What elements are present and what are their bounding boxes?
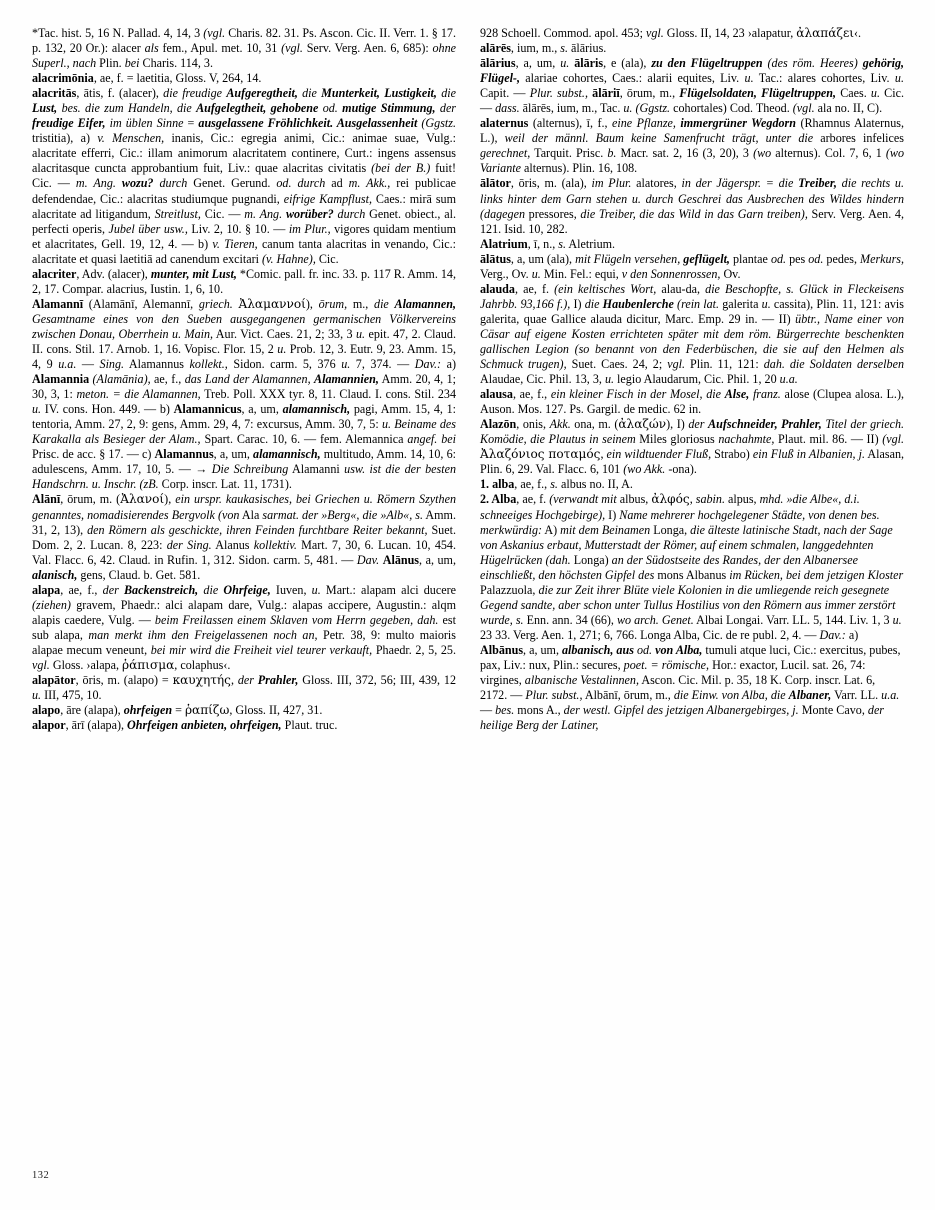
dictionary-entry: alacriter, Adv. (alacer), munter, mit Lust, *Comic. pall. fr. inc. 33. p. 117 R. Amm. 14, 2, 17. Compar. alacrius, Iustin. 1, 6, 10. <box>32 266 456 296</box>
page-number: 132 <box>32 1170 50 1181</box>
dictionary-entry: alacrimōnia, ae, f. = laetitia, Gloss. V, 264, 14. <box>32 71 262 86</box>
dictionary-entry: ālātus, a, um (ala), mit Flügeln versehen, geflügelt, plantae od. pes od. pedes, Merkurs, Verg., Ov. u. Min. Fel.: equi, v den Sonnenrossen, Ov. <box>480 251 904 281</box>
dictionary-entry: alapor, ārī (alapa), Ohrfeigen anbieten, ohrfeigen, Plaut. truc. <box>32 718 338 733</box>
dictionary-entry: ālātor, ōris, m. (ala), im Plur. alatores, in der Jägerspr. = die Treiber, die rechts u. links hinter dem Garn stehen u. durch Geschrei das Ausbrechen des Wildes hindern (dagegen pressores, die Treiber, die das Wild in das Garn treiben), Serv. Verg. Aen. 4, 121. Isid. 10, 282. <box>480 176 905 236</box>
left-column <box>32 26 456 1156</box>
dictionary-entry: alacritās, ātis, f. (alacer), die freudige Aufgeregtheit, die Munterkeit, Lustigkeit, die Lust, bes. die zum Handeln, die Aufgelegtheit, gehobene od. mutige Stimmung, der freudige Eifer, im üblen Sinne = ausgelassene Fröhlichkeit. Ausgelassenheit (Ggstz. tristitia), a) v. Menschen, inanis, Cic.: egregia animi, Cic.: animae suae, Vulg.: alacritate efferri, Cic.: illam animorum alacritatem continere, Curt.: ingens assensus alacritasque cuncta approbantium fuit, Liv.: quae alacritas civitatis (bei der B.) fuit! Cic. — m. Ang. wozu? durch Genet. Gerund. od. durch ad m. Akk., rei publicae defendendae, Cic.: alacritas studiumque pugnandi, eifrige Kampflust, Caes.: mirā sum alacritate ad litigandum, Streitlust, Cic. — m. Ang. worüber? durch Genet. obiect., al. perfecti operis, Jubel über usw., Liv. 2, 10. § 10. — im Plur., vigores quidam mentium et alacritates, Gell. 19, 12, 4. — b) v. Tieren, canum tanta alacritas in venando, Cic.: alacritate et quasi laetitiā ad canendum excitari (v. Hahne), Cic. <box>32 86 457 266</box>
dictionary-entry: 1. alba, ae, f., s. albus no. II, A. <box>480 477 633 492</box>
dictionary-entry: alapa, ae, f., der Backenstreich, die Ohrfeige, Iuven, u. Mart.: alapam alci ducere (ziehen) gravem, Phaedr.: alci alapam dare, Vulg.: alapas accipere, Augustin.: alqm alapis caedere, Vulg. — beim Freilassen einem Sklaven vom Herrn gegeben, dah. est sub alapa, man merkt ihm den Freigelassenen noch an, Petr. 38, 9: multo maioris alapae mecum veneunt, bei mir wird die Freiheit viel teurer verkauft, Phaedr. 2, 5, 25. vgl. Gloss. ›alapa, ῥάπισμα, colaphus‹. <box>32 582 456 672</box>
dictionary-entry: alārēs, ium, m., s. ālārius. <box>480 41 607 56</box>
dictionary-entry: Alatrium, ī, n., s. Aletrium. <box>480 236 616 251</box>
right-column <box>480 26 904 1156</box>
dictionary-entry: Alamannī (Alamānī, Alemannī, griech. Ἀλαμαννοί), ōrum, m., die Alamannen, Gesamtname eines von den Sueben ausgegangenen germanischen Völkervereins zwischen Donau, Oberrhein u. Main, Aur. Vict. Caes. 21, 2; 33, 3 u. epit. 47, 2. Claud. II. cons. Stil. 17. Arnob. 1, 16. Vopisc. Flor. 15, 2 u. Prob. 12, 3. Eutr. 9, 23. Amm. 15, 4, 9 u.a. — Sing. Alamannus kollekt., Sidon. carm. 5, 376 u. 7, 374. — Dav.: a) Alamannia (Alamānia), ae, f., das Land der Alamannen, Alamannien, Amm. 20, 4, 1; 30, 3, 1: meton. = die Alamannen, Treb. Poll. XXX tyr. 8, 11. Claud. I. cons. Stil. 234 u. IV. cons. Hon. 449. — b) Alamannicus, a, um, alamannisch, pagi, Amm. 15, 4, 1: tentoria, Amm. 27, 2, 9: gens, Amm. 29, 4, 7: excursus, Amm. 30, 7, 5: u. Beiname des Karakalla als Besieger der Alam., Spart. Carac. 10, 6. — fem. Alemannica angef. bei Prisc. de acc. § 17. — c) Alamannus, a, um, alamannisch, multitudo, Amm. 14, 10, 6: adulescens, Amm. 17, 10, 5. — → Die Schreibung Alamanni usw. ist die der besten Handschrn. u. Inschr. (zB. Corp. inscr. Lat. 11, 1731). <box>32 296 457 492</box>
dictionary-entry: 2. Alba, ae, f. (verwandt mit albus, ἀλφός, sabin. alpus, mhd. »die Albe«, d.i. schneeiges Hochgebirge), I) Name mehrerer hochgelegener Städte, von denen bes. merkwürdig: A) mit dem Beinamen Longa, die älteste latinische Stadt, nach der Sage von Askanius erbaut, Mutterstadt der Römer, auf einem schmalen, langgedehnten Hügelrücken (dah. Longa) an der Südostseite des Randes, der den Albanersee einschließt, den höchsten Gipfel des mons Albanus im Rücken, bei dem jetzigen Kloster Palazzuola, die zur Zeit ihrer Blüte viele Kolonien in die umliegende reich gesegnete Gegend sandte, aber schon unter Tullus Hostilius von den Römern aus immer zerstört wurde, s. Enn. ann. 34 (66), wo arch. Genet. Albai Longai. Varr. LL. 5, 144. Liv. 1, 3 u. 23 33. Verg. Aen. 1, 271; 6, 766. Longa Alba, Cic. de re publ. 2, 4. — Dav.: a) Albānus, a, um, albanisch, aus od. von Alba, tumuli atque luci, Cic.: exercitus, pubes, pax, Liv.: nux, Plin.: secures, poet. = römische, Hor.: exactor, Lucil. sat. 26, 74: virgines, albanische Vestalinnen, Ascon. Cic. Mil. p. 35, 18 K. Corp. inscr. Lat. 6, 2172. — Plur. subst., Albānī, ōrum, m., die Einw. von Alba, die Albaner, Varr. LL. u.a. — bes. mons A., der westl. Gipfel des jetzigen Albanergebirges, j. Monte Cavo, der heilige Berg der Latiner, <box>480 492 904 733</box>
dictionary-entry: alapātor, ōris, m. (alapo) = καυχητής, der Prahler, Gloss. III, 372, 56; III, 439, 12 u. III, 475, 10. <box>32 673 456 703</box>
dictionary-entry: alaternus (alternus), ī, f., eine Pflanze, immergrüner Wegdorn (Rhamnus Alaternus, L.), weil der männl. Baum keine Samenfrucht trägt, unter die arbores infelices gerechnet, Tarquit. Prisc. b. Macr. sat. 2, 16 (3, 20), 3 (wo alternus). Col. 7, 6, 1 (wo Variante alternus). Plin. 16, 108. <box>480 116 904 176</box>
dictionary-entry: alausa, ae, f., ein kleiner Fisch in der Mosel, die Alse, franz. alose (Clupea alosa. L.), Auson. Mos. 127. Ps. Gargil. de medic. 62 in. <box>480 387 905 417</box>
two-column-body <box>32 26 904 1156</box>
dictionary-entry: alauda, ae, f. (ein keltisches Wort, alau-da, die Beschopfte, s. Glück in Fleckeisens Jahrbb. 93,166 f.), I) die Haubenlerche (rein lat. galerita u. cassita), Plin. 11, 121: avis galerita, quae Gallice alauda dicitur, Marc. Emp. 29 in. — II) übtr., Name einer von Cäsar auf eigene Kosten errichteten später mit dem röm. Bürgerrechte beschenkten gallischen Legion (so benannt von den Federbüschen, die sie auf den Helmen als Schmuck trugen), Suet. Caes. 24, 2; vgl. Plin. 11, 121: dah. die Soldaten derselben Alaudae, Cic. Phil. 13, 3, u. legio Alaudarum, Cic. Phil. 1, 20 u.a. <box>480 281 905 387</box>
dictionary-entry: Alānī, ōrum, m. (Ἀλανοί), ein urspr. kaukasisches, bei Griechen u. Römern Szythen genanntes, nomadisierendes Bergvolk (von Ala sarmat. der »Berg«, die »Alb«, s. Amm. 31, 2, 13), den Römern als geschickte, ihren Feinden furchtbare Reiter bekannt, Suet. Dom. 2, 2. Lucan. 8, 223: der Sing. Alanus kollektiv. Mart. 7, 30, 6. Lucan. 10, 454. Val. Flacc. 6, 42. Claud. in Rufin. 1, 312. Sidon. carm. 5, 481. — Dav. Alānus, a, um, alanisch, gens, Claud. b. Get. 581. <box>32 492 456 582</box>
dictionary-entry: Alazōn, onis, Akk. ona, m. (ἀλαζών), I) der Aufschneider, Prahler, Titel der griech. Komödie, die Plautus in seinem Miles gloriosus nachahmte, Plaut. mil. 86. — II) (vgl. Ἀλαζόνιος ποταμός, ein wildtuender Fluß, Strabo) ein Fluß in Albanien, j. Alasan, Plin. 6, 29. Val. Flacc. 6, 101 (wo Akk. -ona). <box>480 417 905 477</box>
entry-continuation: 928 Schoell. Commod. apol. 453; vgl. Gloss. II, 14, 23 ›alapatur, ἀλαπάζει‹. <box>480 26 862 40</box>
dictionary-entry: alapo, āre (alapa), ohrfeigen = ῥαπίζω, Gloss. II, 427, 31. <box>32 703 323 718</box>
dictionary-entry: ālārius, a, um, u. ālāris, e (ala), zu den Flügeltruppen (des röm. Heeres) gehörig, Flügel-, alariae cohortes, Caes.: alarii equites, Liv. u. Tac.: alares cohortes, Liv. u. Capit. — Plur. subst., ālāriī, ōrum, m., Flügelsoldaten, Flügeltruppen, Caes. u. Cic. — dass. ālārēs, ium, m., Tac. u. (Ggstz. cohortales) Cod. Theod. (vgl. ala no. II, C). <box>480 56 905 116</box>
entry-continuation: *Tac. hist. 5, 16 N. Pallad. 4, 14, 3 (vgl. Charis. 82. 31. Ps. Ascon. Cic. II. Verr. 1. § 17. p. 132, 20 Or.): alacer als fem., Apul. met. 10, 31 (vgl. Serv. Verg. Aen. 6, 685): ohne Superl., nach Plin. bei Charis. 114, 3. <box>32 26 457 71</box>
